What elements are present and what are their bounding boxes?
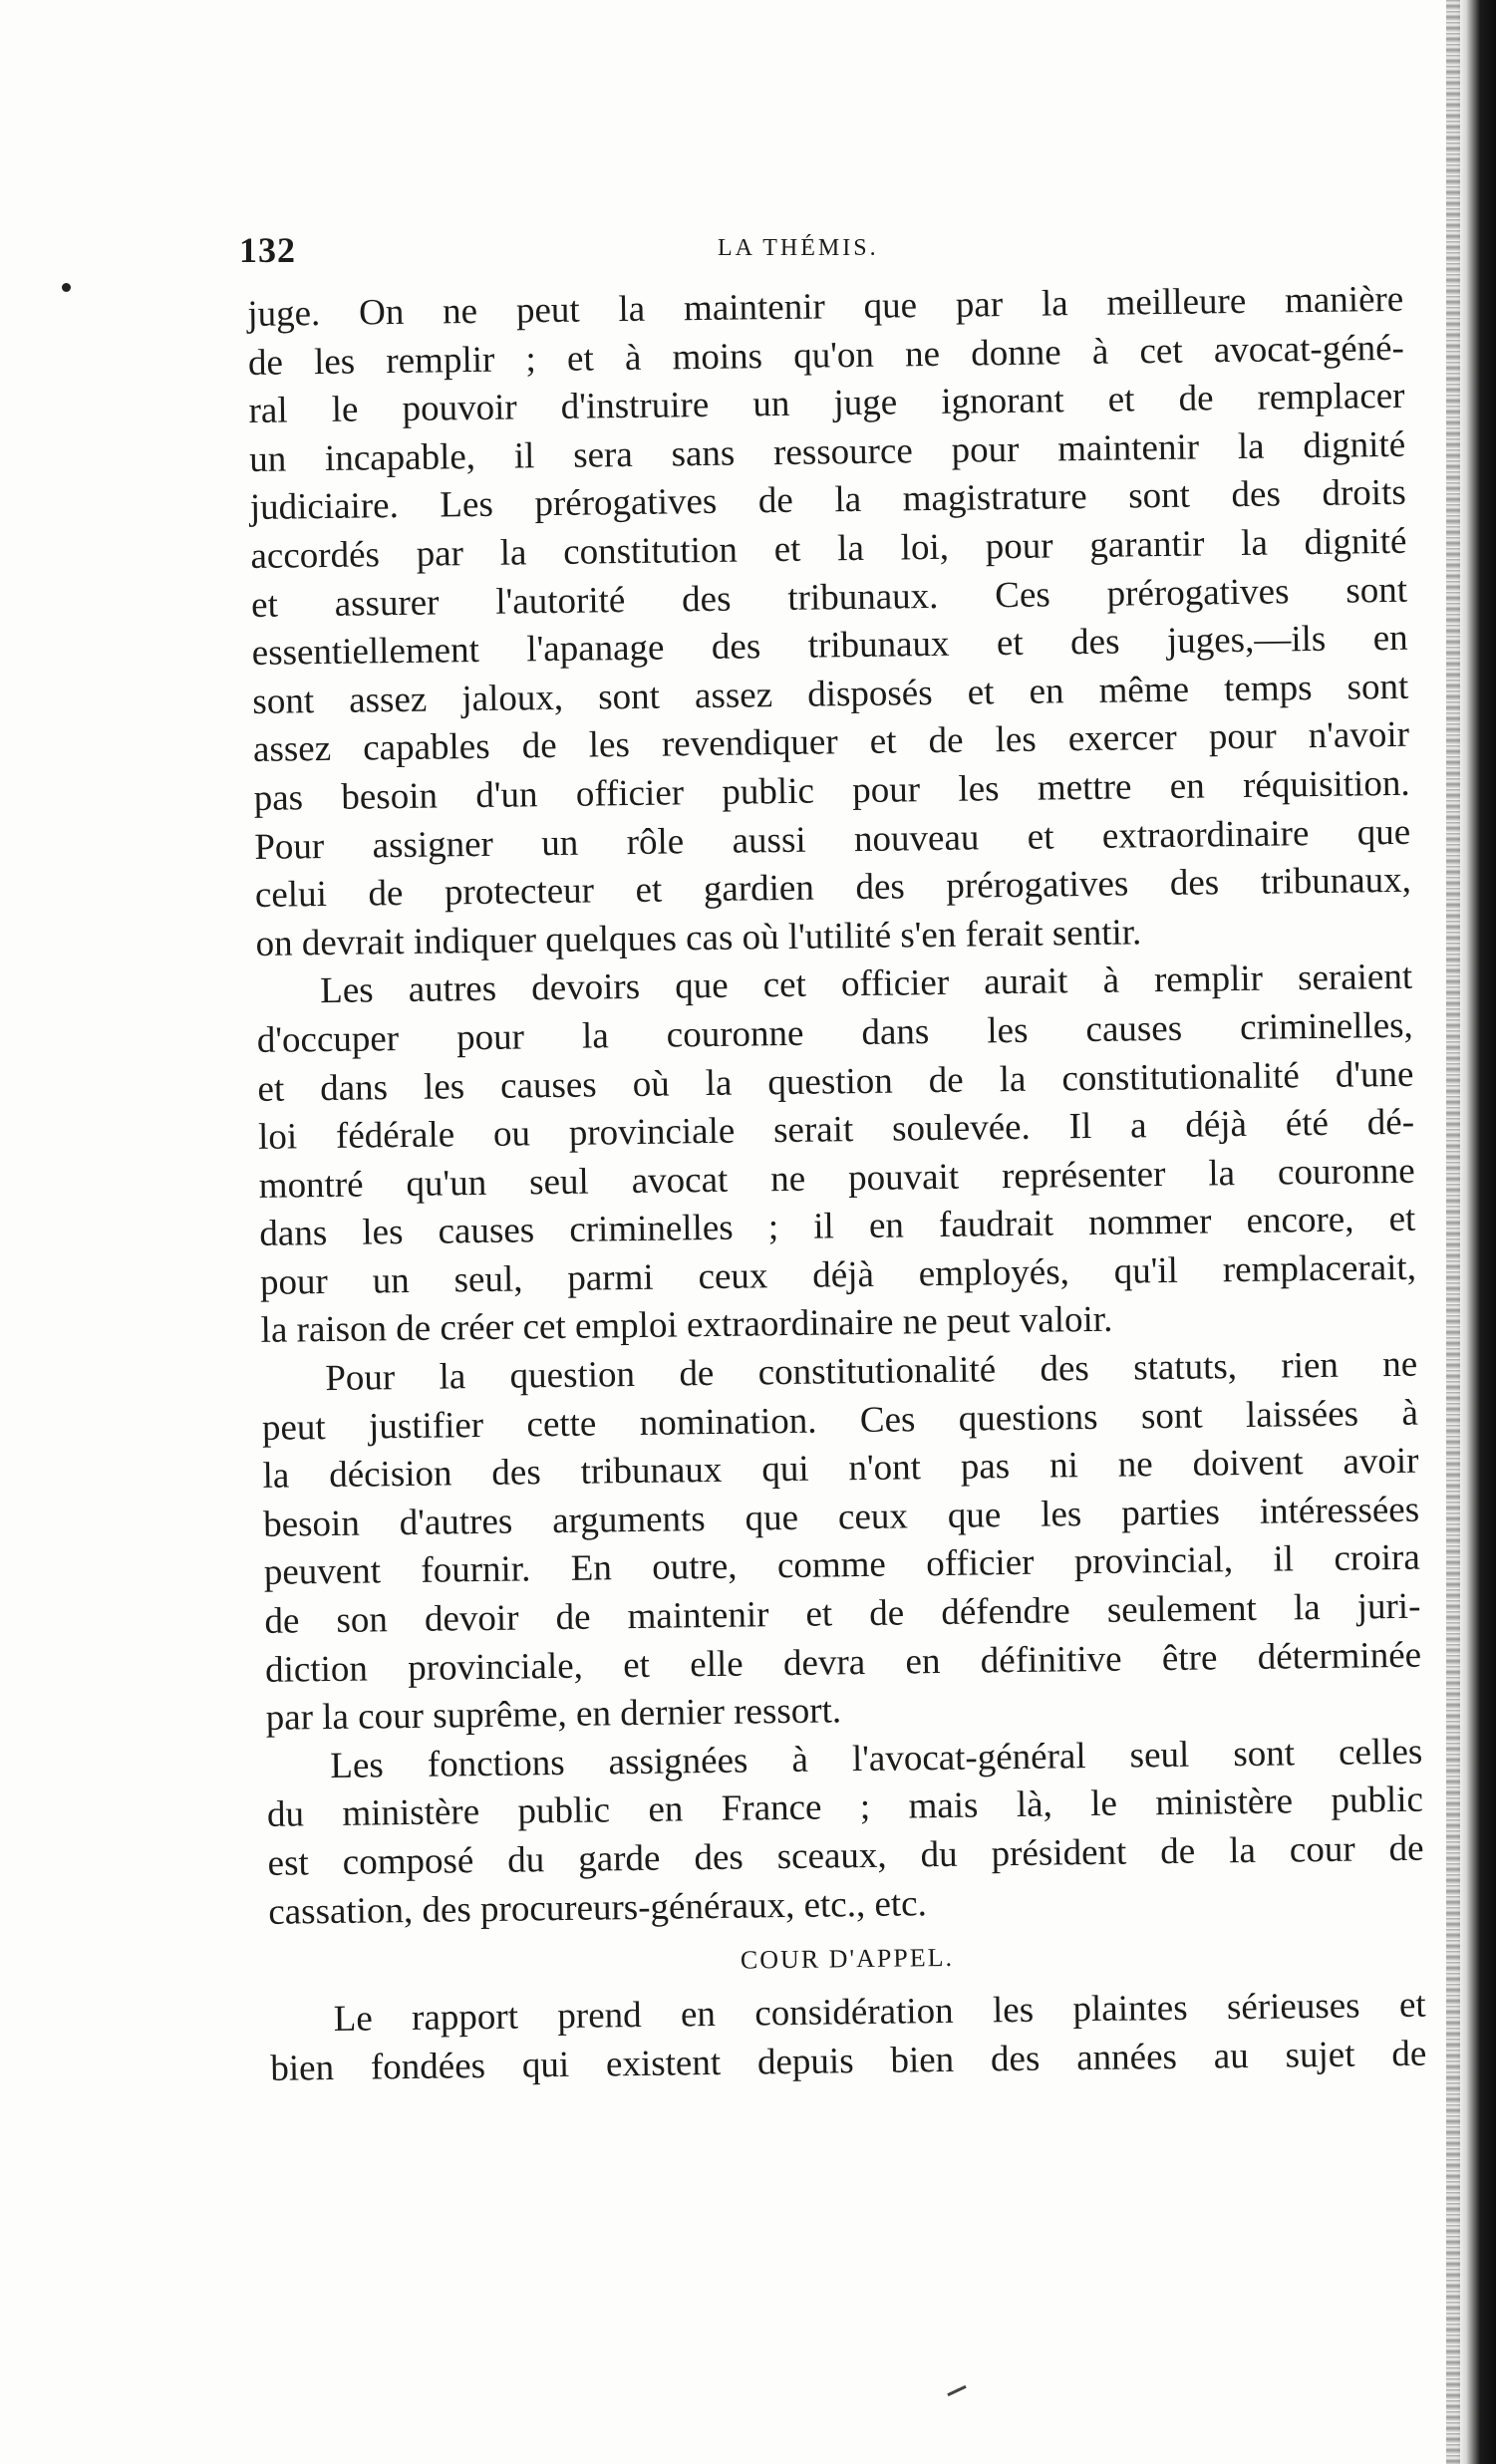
text-line: loi fédérale ou provinciale serait soulevée. Il a déjà été dé- <box>257 1101 1415 1159</box>
ink-speck <box>62 283 71 292</box>
text-line: montré qu'un seul avocat ne pouvait représenter la couronne <box>258 1150 1415 1207</box>
text-line: diction provinciale, et elle devra en définitive être déterminée <box>264 1634 1422 1691</box>
text-line: essentiellement l'apanage des tribunaux et des juges,—ils en <box>251 617 1408 675</box>
text-line: pour un seul, parmi ceux déjà employés, qu'il remplacerait, <box>259 1246 1417 1303</box>
ink-speck <box>947 2385 966 2396</box>
running-title: LA THÉMIS. <box>718 235 879 261</box>
paragraph-start-line: Les autres devoirs que cet officier aurait à remplir seraient <box>319 957 1413 1012</box>
text-line: cassation, des procureurs-généraux, etc., etc. <box>268 1882 928 1933</box>
page-edge-shadow <box>1456 0 1496 2464</box>
text-line: est composé du garde des sceaux, du président de la cour de <box>267 1827 1424 1884</box>
text-line: accordés par la constitution et la loi, pour garantir la dignité <box>250 520 1407 577</box>
text-line: on devrait indiquer quelques cas où l'utilité s'en ferait sentir. <box>255 912 1142 964</box>
text-line: judiciaire. Les prérogatives de la magistrature sont des droits <box>249 472 1407 529</box>
text-line: peuvent fournir. En outre, comme officier provincial, il croira <box>263 1537 1421 1594</box>
text-line: peut justifier cette nomination. Ces questions sont laissées à <box>261 1392 1419 1449</box>
text-line: par la cour suprême, en dernier ressort. <box>265 1690 842 1740</box>
text-line: de les remplir ; et à moins qu'on ne donne à cet avocat-géné- <box>247 327 1405 384</box>
body-text <box>247 276 1427 2093</box>
text-line: juge. On ne peut la maintenir que par la meilleure manière <box>247 278 1404 335</box>
text-line: la raison de créer cet emploi extraordinaire ne peut valoir. <box>260 1299 1113 1352</box>
text-line: la décision des tribunaux qui n'ont pas ni ne doivent avoir <box>262 1440 1419 1498</box>
text-line: et assurer l'autorité des tribunaux. Ces prérogatives sont <box>250 569 1408 626</box>
text-line: Pour assigner un rôle aussi nouveau et extraordinaire que <box>254 811 1411 868</box>
text-line: dans les causes criminelles ; il en faudrait nommer encore, et <box>259 1199 1416 1255</box>
text-line: pas besoin d'un officier public pour les mettre en réquisition. <box>253 762 1410 819</box>
paragraph-start-line: Les fonctions assignées à l'avocat-général seul sont celles <box>330 1731 1423 1786</box>
page-edge-texture <box>1446 0 1460 2464</box>
page-number: 132 <box>239 230 296 270</box>
text-line: sont assez jaloux, sont assez disposés et en même temps sont <box>252 666 1409 722</box>
paragraph-start-line: Le rapport prend en considération les plaintes sérieuses et <box>333 1984 1426 2041</box>
text-line: bien fondées qui existent depuis bien des années au sujet de <box>270 2033 1427 2089</box>
paragraph-start-line: Pour la question de constitutionalité des statuts, rien ne <box>325 1343 1418 1400</box>
text-line: et dans les causes où la question de la constitutionalité d'une <box>257 1053 1414 1110</box>
text-line: du ministère public en France ; mais là, le ministère public <box>266 1780 1424 1836</box>
text-line: un incapable, il sera sans ressource pour maintenir la dignité <box>248 423 1406 480</box>
page-header <box>239 229 1395 269</box>
text-line: assez capables de les revendiquer et de les exercer pour n'avoir <box>252 714 1410 771</box>
text-line: d'occuper pour la couronne dans les causes criminelles, <box>256 1004 1414 1061</box>
section-heading: COUR D'APPEL. <box>740 1943 955 1975</box>
text-line: besoin d'autres arguments que ceux que les parties intéressées <box>262 1489 1420 1545</box>
text-line: celui de protecteur et gardien des prérogatives des tribunaux, <box>254 859 1412 917</box>
text-line: ral le pouvoir d'instruire un juge ignorant et de remplacer <box>248 375 1405 432</box>
text-line: de son devoir de maintenir et de défendre seulement la juri- <box>264 1585 1421 1642</box>
